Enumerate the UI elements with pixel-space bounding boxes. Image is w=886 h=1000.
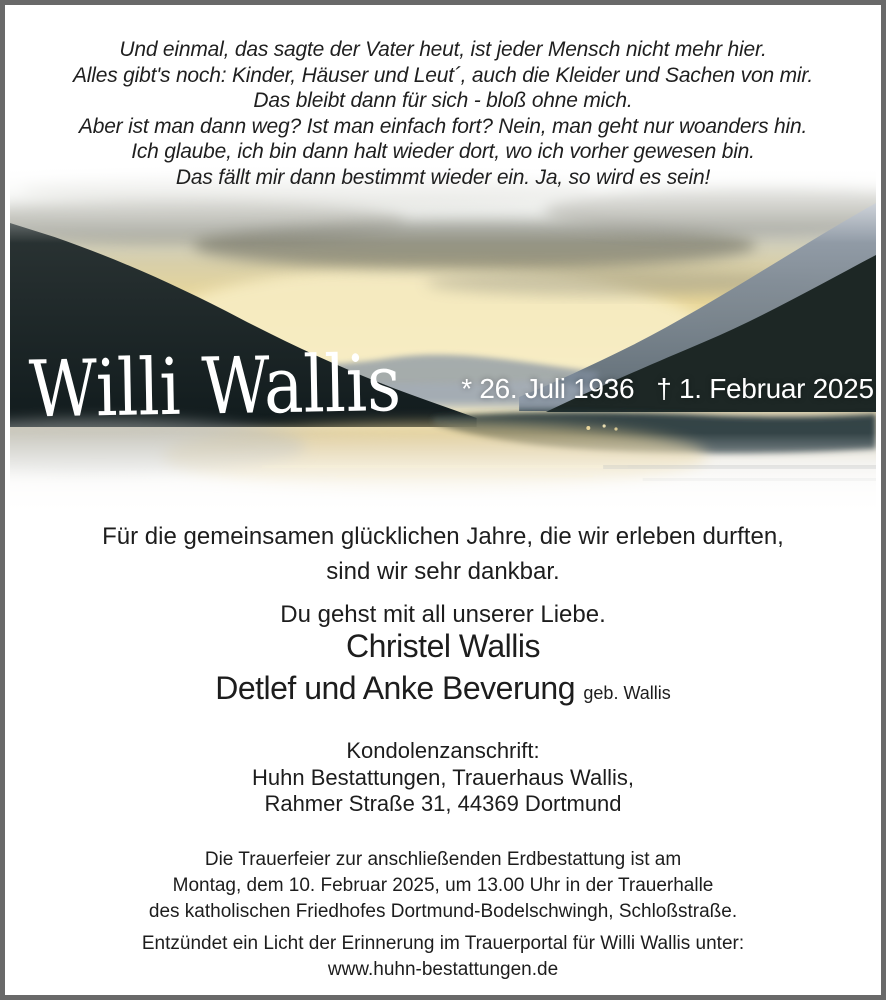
tribute-line: Für die gemeinsamen glücklichen Jahre, die wir erleben durften,	[102, 523, 784, 550]
deceased-name	[25, 339, 425, 444]
mourner-name	[5, 667, 881, 714]
poem-line: Das fällt mir dann bestimmt wieder ein. Ja, so wird es sein!	[175, 165, 711, 189]
mourner-name-main: Detlef und Anke Beverung	[215, 670, 576, 706]
tribute-line: sind wir sehr dankbar.	[326, 558, 560, 585]
deceased-name-text	[25, 339, 425, 439]
condolence-line: Rahmer Straße 31, 44369 Dortmund	[264, 791, 622, 816]
memorial-url: www.huhn-bestattungen.de	[327, 959, 559, 980]
bottom-fade	[10, 433, 876, 519]
farewell-line: Du gehst mit all unserer Liebe.	[280, 601, 606, 628]
mourner-name: Christel Wallis	[346, 628, 540, 664]
tribute-text	[5, 519, 881, 632]
mourners	[5, 625, 881, 714]
poem-line: Und einmal, das sagte der Vater heut, ist jeder Mensch nicht mehr hier.	[119, 38, 767, 61]
birth-date: * 26. Juli 1936	[461, 373, 635, 404]
condolence-line: Huhn Bestattungen, Trauerhaus Wallis,	[252, 764, 634, 790]
life-dates	[460, 373, 875, 405]
poem	[5, 37, 881, 190]
memorial-portal	[5, 931, 881, 983]
poem-line: Aber ist man dann weg? Ist man einfach fort? Nein, man geht nur woanders hin.	[78, 114, 808, 138]
memorial-line: Entzündet ein Licht der Erinnerung im Trauerportal für Willi Wallis unter:	[141, 933, 745, 954]
poem-line: Alles gibt's noch: Kinder, Häuser und Leut´, auch die Kleider und Sachen von mir.	[73, 63, 813, 87]
deceased-name-label: Willi Wallis	[28, 339, 425, 436]
funeral-line: Die Trauerfeier zur anschließenden Erdbestattung ist am	[204, 849, 682, 870]
condolence-address	[5, 738, 881, 818]
poem-line: Ich glaube, ich bin dann halt wieder dort, wo ich vorher gewesen bin.	[131, 140, 755, 163]
funeral-line: des katholischen Friedhofes Dortmund-Bodelschwingh, Schloßstraße.	[148, 901, 738, 922]
death-date: † 1. Februar 2025	[656, 373, 874, 404]
funeral-line: Montag, dem 10. Februar 2025, um 13.00 Uhr in der Trauerhalle	[172, 875, 714, 896]
mourner-name-suffix: geb. Wallis	[583, 683, 671, 703]
condolence-title: Kondolenzanschrift:	[346, 738, 540, 763]
poem-line: Das bleibt dann für sich - bloß ohne mich.	[253, 89, 633, 112]
funeral-info	[5, 847, 881, 925]
